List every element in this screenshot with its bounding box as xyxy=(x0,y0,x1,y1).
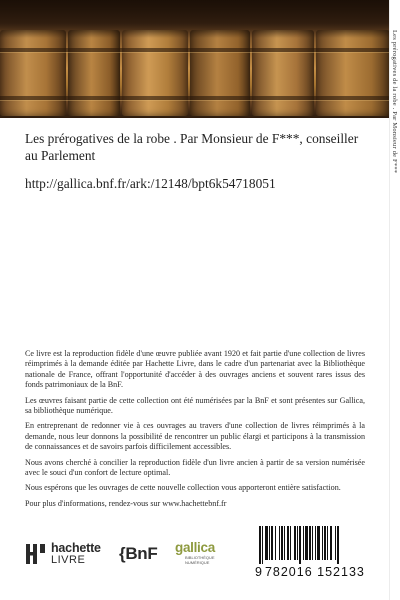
gallica-subtitle: BIBLIOTHÈQUE NUMÉRIQUE xyxy=(185,555,215,565)
barcode-bar xyxy=(271,526,273,560)
barcode-bar xyxy=(284,526,285,560)
barcode-bar xyxy=(330,526,332,560)
book-spine xyxy=(0,30,66,116)
bnf-logo xyxy=(119,544,157,564)
photo-shadow xyxy=(0,0,390,38)
barcode-bar xyxy=(324,526,326,560)
barcode-bar xyxy=(315,526,316,560)
barcode-bar xyxy=(305,526,308,560)
barcode xyxy=(255,526,373,578)
bnf-wordmark: BnF xyxy=(125,544,158,563)
logos-row xyxy=(25,540,365,580)
barcode-bar xyxy=(287,526,289,560)
description-paragraph: Nous avons cherché à concilier la reproduction fidèle d'un livre ancien à partir de sa version numérisée avec le souci d'un confort de lecture optimal. xyxy=(25,457,365,478)
spine-edge-text: Les prérogatives de la robe . Par Monsieur de F*** xyxy=(391,30,398,174)
spine-band xyxy=(0,96,390,100)
hachette-subtitle: LIVRE xyxy=(51,554,86,566)
barcode-bars xyxy=(255,526,373,564)
books-photo xyxy=(0,0,390,118)
barcode-bar xyxy=(275,526,276,560)
barcode-bar xyxy=(297,526,298,560)
book-spine xyxy=(190,30,250,116)
barcode-bar xyxy=(312,526,313,560)
barcode-bar xyxy=(294,526,296,560)
book-spine xyxy=(68,30,120,116)
bnf-brace: { xyxy=(119,544,126,563)
barcode-lead-digit: 9 xyxy=(255,565,263,579)
barcode-bar xyxy=(281,526,283,560)
gallica-logo xyxy=(175,540,237,576)
barcode-bar xyxy=(299,526,301,564)
barcode-bar xyxy=(317,526,320,560)
description-paragraph: Pour plus d'informations, rendez-vous sur www.hachettebnf.fr xyxy=(25,498,227,508)
description-paragraph: Nous espérons que les ouvrages de cette nouvelle collection vous apporteront entière satisfaction. xyxy=(25,483,341,493)
description-paragraph: Les œuvres faisant partie de cette collection ont été numérisées par la BnF et sont présentes sur Gallica, sa bibliothèque numérique. xyxy=(25,395,365,416)
hachette-wordmark: hachette xyxy=(51,541,101,555)
book-spine xyxy=(252,30,314,116)
book-title: Les prérogatives de la robe . Par Monsieur de F***, conseiller au Parlement xyxy=(25,131,359,163)
barcode-bar xyxy=(303,526,304,560)
barcode-number xyxy=(255,565,375,579)
barcode-bar xyxy=(335,526,336,560)
book-spine xyxy=(122,30,188,116)
barcode-bar xyxy=(290,526,291,560)
description xyxy=(25,349,365,514)
description-paragraph: Ce livre est la reproduction fidèle d'une œuvre publiée avant 1920 et fait partie d'une collection de livres réimprimés à la demande éditée par Hachette Livre, dans le cadre d'un partenariat avec la Bibliothèque nationale de France, offrant l'opportunité d'accéder à des ouvrages anciens et souvent rares issus des fonds patrimoniaux de la BnF. xyxy=(25,349,365,390)
barcode-bar xyxy=(322,526,323,560)
gallica-wordmark: gallica xyxy=(175,540,215,555)
barcode-bar xyxy=(279,526,280,560)
book-spine xyxy=(316,30,390,116)
description-paragraph: En entreprenant de redonner vie à ces ouvrages au travers d'une collection de livres réimprimés à la demande, nous leur donnons la possibilité de rencontrer un public élargi et participons à la transmission de connaissances et de savoirs parfois difficilement accessibles. xyxy=(25,421,365,452)
hachette-logo xyxy=(25,542,101,566)
book-url: http://gallica.bnf.fr/ark:/12148/bpt6k54718051 xyxy=(25,176,276,191)
barcode-bar xyxy=(337,526,339,564)
barcode-bar xyxy=(259,526,261,564)
spine-band xyxy=(0,48,390,52)
barcode-bar xyxy=(269,526,270,560)
hachette-mark-icon xyxy=(25,542,47,566)
barcode-digits: 782016 152133 xyxy=(264,565,365,579)
barcode-bar xyxy=(262,526,263,564)
barcode-bar xyxy=(265,526,268,560)
barcode-bar xyxy=(309,526,311,560)
barcode-bar xyxy=(327,526,328,560)
spine-edge xyxy=(389,0,400,600)
